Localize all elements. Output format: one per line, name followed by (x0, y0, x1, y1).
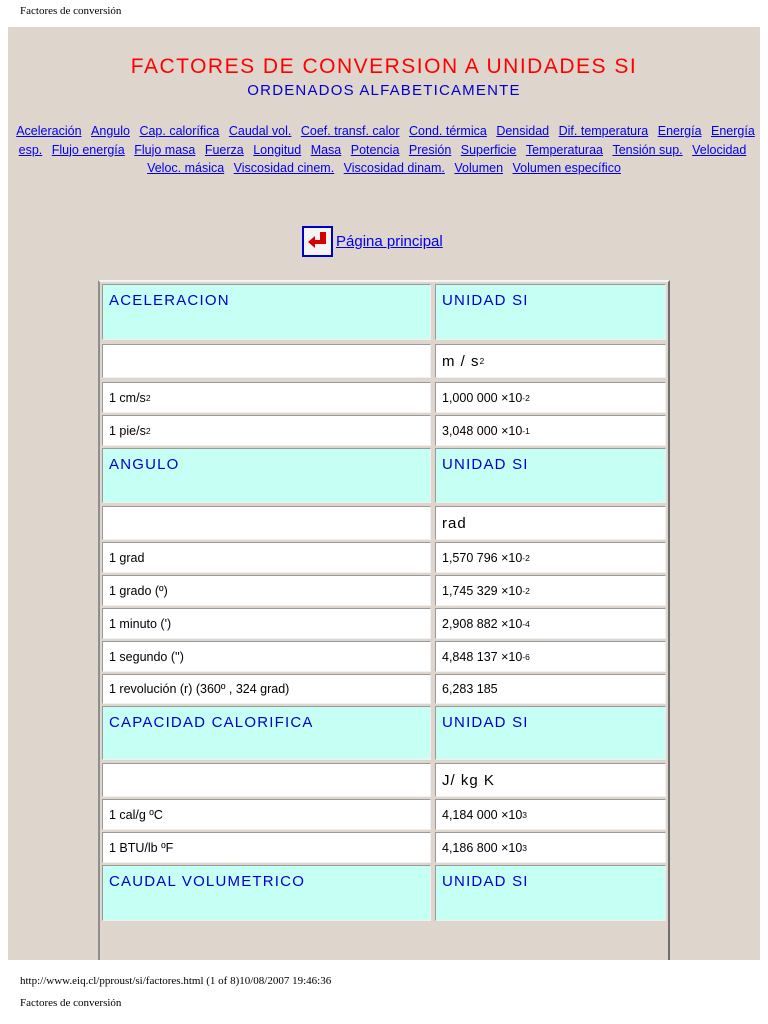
nav-link[interactable]: Viscosidad cinem. (233, 161, 335, 175)
factor-value: 3,048 000 ×10 -1 (435, 415, 666, 446)
empty-cell (102, 506, 431, 540)
nav-link[interactable]: Veloc. másica (147, 161, 225, 175)
section-name: ACELERACION (102, 284, 431, 340)
si-label: UNIDAD SI (435, 706, 666, 760)
unit-label: 1 cal/g ºC (102, 799, 431, 830)
unit-label: 1 grad (102, 542, 431, 573)
factor-value: 6,283 185 (435, 674, 666, 704)
home-link-group (302, 223, 443, 259)
unit-label: 1 minuto (') (102, 608, 431, 639)
nav-link[interactable]: Cond. térmica (409, 124, 487, 138)
unit-label: 1 BTU/lb ºF (102, 832, 431, 863)
nav-link[interactable]: Tensión sup. (612, 142, 683, 157)
nav-link[interactable]: Potencia (350, 142, 400, 157)
factor-value: 4,186 800 ×10 3 (435, 832, 666, 863)
section-name: ANGULO (102, 448, 431, 503)
unit-row (100, 344, 668, 378)
table-row (100, 575, 668, 606)
section-name: CAPACIDAD CALORIFICA (102, 706, 431, 760)
si-unit: m / s 2 (435, 344, 666, 378)
home-link[interactable]: Página principal (336, 232, 443, 250)
nav-link[interactable]: Temperaturaa (525, 142, 603, 157)
si-label: UNIDAD SI (435, 448, 666, 503)
section-header-row (100, 284, 668, 340)
unit-row (100, 763, 668, 797)
table-row (100, 382, 668, 413)
print-footer-url: http://www.eiq.cl/pproust/si/factores.html (1 of 8)10/08/2007 19:46:36 (20, 975, 332, 987)
si-unit: rad (435, 506, 666, 540)
table-row (100, 641, 668, 672)
unit-label: 1 cm/s 2 (102, 382, 431, 413)
section-header-row (100, 706, 668, 760)
nav-link[interactable]: Caudal vol. (228, 124, 292, 138)
section-header-row (100, 448, 668, 503)
nav-link[interactable]: Viscosidad dinam. (343, 161, 445, 175)
factor-value: 1,000 000 ×10 -2 (435, 382, 666, 413)
nav-link[interactable]: Aceleración (16, 124, 82, 138)
table-row (100, 542, 668, 573)
category-nav (12, 122, 756, 178)
nav-link[interactable]: Superficie (460, 142, 517, 157)
factor-value: 1,570 796 ×10 -2 (435, 542, 666, 573)
table-row (100, 415, 668, 446)
unit-label: 1 revolución (r) (360º , 324 grad) (102, 674, 431, 704)
page-body (8, 27, 760, 960)
unit-row (100, 506, 668, 540)
nav-link[interactable]: Presión (408, 142, 452, 157)
conversion-table (98, 280, 670, 960)
page-subtitle: ORDENADOS ALFABETICAMENTE (247, 82, 521, 99)
nav-link[interactable]: Flujo masa (134, 142, 196, 157)
nav-link[interactable]: Energía esp. (18, 124, 755, 157)
table-row (100, 832, 668, 863)
unit-label: 1 pie/s 2 (102, 415, 431, 446)
factor-value: 1,745 329 ×10 -2 (435, 575, 666, 606)
nav-link[interactable]: Volumen específico (512, 161, 621, 175)
factor-value: 4,184 000 ×10 3 (435, 799, 666, 830)
return-arrow-icon[interactable] (302, 226, 333, 257)
factor-value: 4,848 137 ×10 -6 (435, 641, 666, 672)
si-unit: J/ kg K (435, 763, 666, 797)
nav-link[interactable]: Longitud (253, 142, 302, 157)
si-label: UNIDAD SI (435, 284, 666, 340)
table-row (100, 608, 668, 639)
nav-link[interactable]: Energía (657, 124, 702, 138)
si-label: UNIDAD SI (435, 865, 666, 921)
table-row (100, 799, 668, 830)
print-header-title: Factores de conversión (20, 5, 122, 17)
nav-link[interactable]: Angulo (91, 124, 130, 138)
nav-link[interactable]: Flujo energía (51, 142, 125, 157)
nav-link[interactable]: Volumen (454, 161, 504, 175)
nav-link[interactable]: Dif. temperatura (558, 124, 649, 138)
nav-link[interactable]: Coef. transf. calor (300, 124, 400, 138)
factor-value: 2,908 882 ×10 -4 (435, 608, 666, 639)
nav-link[interactable]: Velocidad (692, 142, 747, 157)
nav-link[interactable]: Densidad (496, 124, 550, 138)
nav-link[interactable]: Masa (310, 142, 342, 157)
empty-cell (102, 344, 431, 378)
nav-link[interactable]: Fuerza (204, 142, 244, 157)
section-name: CAUDAL VOLUMETRICO (102, 865, 431, 921)
print-footer-title: Factores de conversión (20, 997, 122, 1009)
table-row (100, 674, 668, 704)
nav-link[interactable]: Cap. calorífica (139, 124, 220, 138)
unit-label: 1 grado (º) (102, 575, 431, 606)
unit-label: 1 segundo ('') (102, 641, 431, 672)
section-header-row (100, 865, 668, 921)
page-title: FACTORES DE CONVERSION A UNIDADES SI (130, 55, 638, 78)
empty-cell (102, 763, 431, 797)
